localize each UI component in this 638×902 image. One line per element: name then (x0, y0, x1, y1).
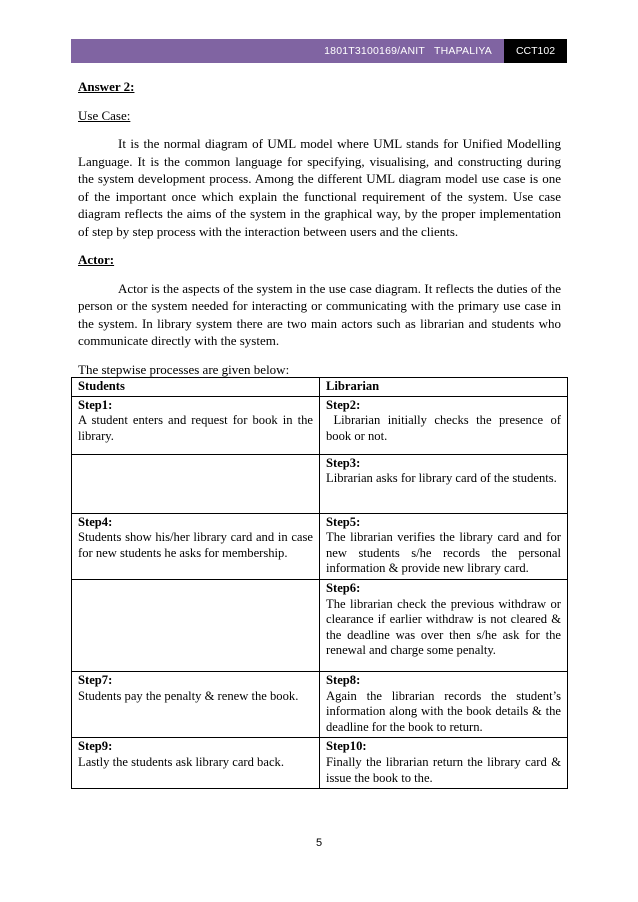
step-text: Lastly the students ask library card back. (78, 754, 284, 769)
header-students: Students (72, 378, 320, 397)
students-cell (72, 513, 320, 579)
table-row (72, 454, 568, 513)
librarian-cell (320, 671, 568, 737)
page-header (71, 39, 567, 63)
step-label: Step2: (326, 397, 361, 412)
step-text: A student enters and request for book in the library. (78, 413, 313, 443)
step-text: Students pay the penalty & renew the book. (78, 688, 299, 703)
header-student-id: 1801T3100169/ANIT THAPALIYA (71, 39, 504, 63)
students-cell (72, 454, 320, 513)
use-case-paragraph: It is the normal diagram of UML model where UML stands for Unified Modelling Language. It is the common language for specifying, visualising, and constructing during the system development process. Among the different UML diagram model use case is one of the important once which explain the functional requirement of the system. Use case diagram reflects the aims of the system in the graphical way, by the proper implementation of step by step process with the interaction between users and the clients. (78, 136, 561, 239)
actor-heading: Actor: (78, 252, 115, 267)
students-cell (72, 396, 320, 454)
actor-paragraph: Actor is the aspects of the system in the use case diagram. It reflects the duties of the person or the system needed for interacting or communicating with the primary use case in the system. In library system there are two main actors such as librarian and students who communicate directly with the system. (78, 280, 561, 348)
step-label: Step8: (326, 672, 361, 687)
document-body (78, 78, 561, 378)
step-label: Step10: (326, 739, 367, 754)
step-text: Students show his/her library card and in case for new students he asks for membership. (78, 530, 313, 560)
table-row (72, 671, 568, 737)
librarian-cell (320, 454, 568, 513)
table-row (72, 396, 568, 454)
step-label: Step6: (326, 580, 361, 595)
table-header-row (72, 378, 568, 397)
step-label: Step1: (78, 397, 113, 412)
steps-table (71, 377, 568, 789)
header-librarian: Librarian (320, 378, 568, 397)
table-row (72, 513, 568, 579)
table-row (72, 579, 568, 671)
step-text: The librarian verifies the library card and for new students s/he records the personal information & provide new library card. (326, 530, 561, 576)
students-cell (72, 671, 320, 737)
step-text: The librarian check the previous withdraw or clearance if earlier withdraw is not cleared & the deadline was over then s/he ask for the renewal and charge some penalty. (326, 596, 561, 658)
step-label: Step7: (78, 672, 113, 687)
step-label: Step4: (78, 514, 113, 529)
librarian-cell (320, 579, 568, 671)
librarian-cell (320, 396, 568, 454)
librarian-cell (320, 738, 568, 789)
step-label: Step5: (326, 514, 361, 529)
stepwise-intro: The stepwise processes are given below: (78, 361, 290, 377)
header-course-code: CCT102 (504, 39, 567, 63)
step-label: Step9: (78, 739, 113, 754)
page-number: 5 (315, 837, 323, 849)
answer-heading: Answer 2: (78, 79, 135, 94)
students-cell (72, 738, 320, 789)
step-text: Librarian initially checks the presence of book or not. (326, 413, 565, 443)
step-label: Step3: (326, 455, 361, 470)
students-cell (72, 579, 320, 671)
step-text: Finally the librarian return the library card & issue the book to the. (326, 754, 561, 785)
step-text: Librarian asks for library card of the students. (326, 471, 557, 486)
step-text: Again the librarian records the student’s information along with the book details & the deadline for the book to return. (326, 688, 561, 734)
use-case-heading: Use Case: (78, 107, 131, 123)
table-row (72, 738, 568, 789)
librarian-cell (320, 513, 568, 579)
